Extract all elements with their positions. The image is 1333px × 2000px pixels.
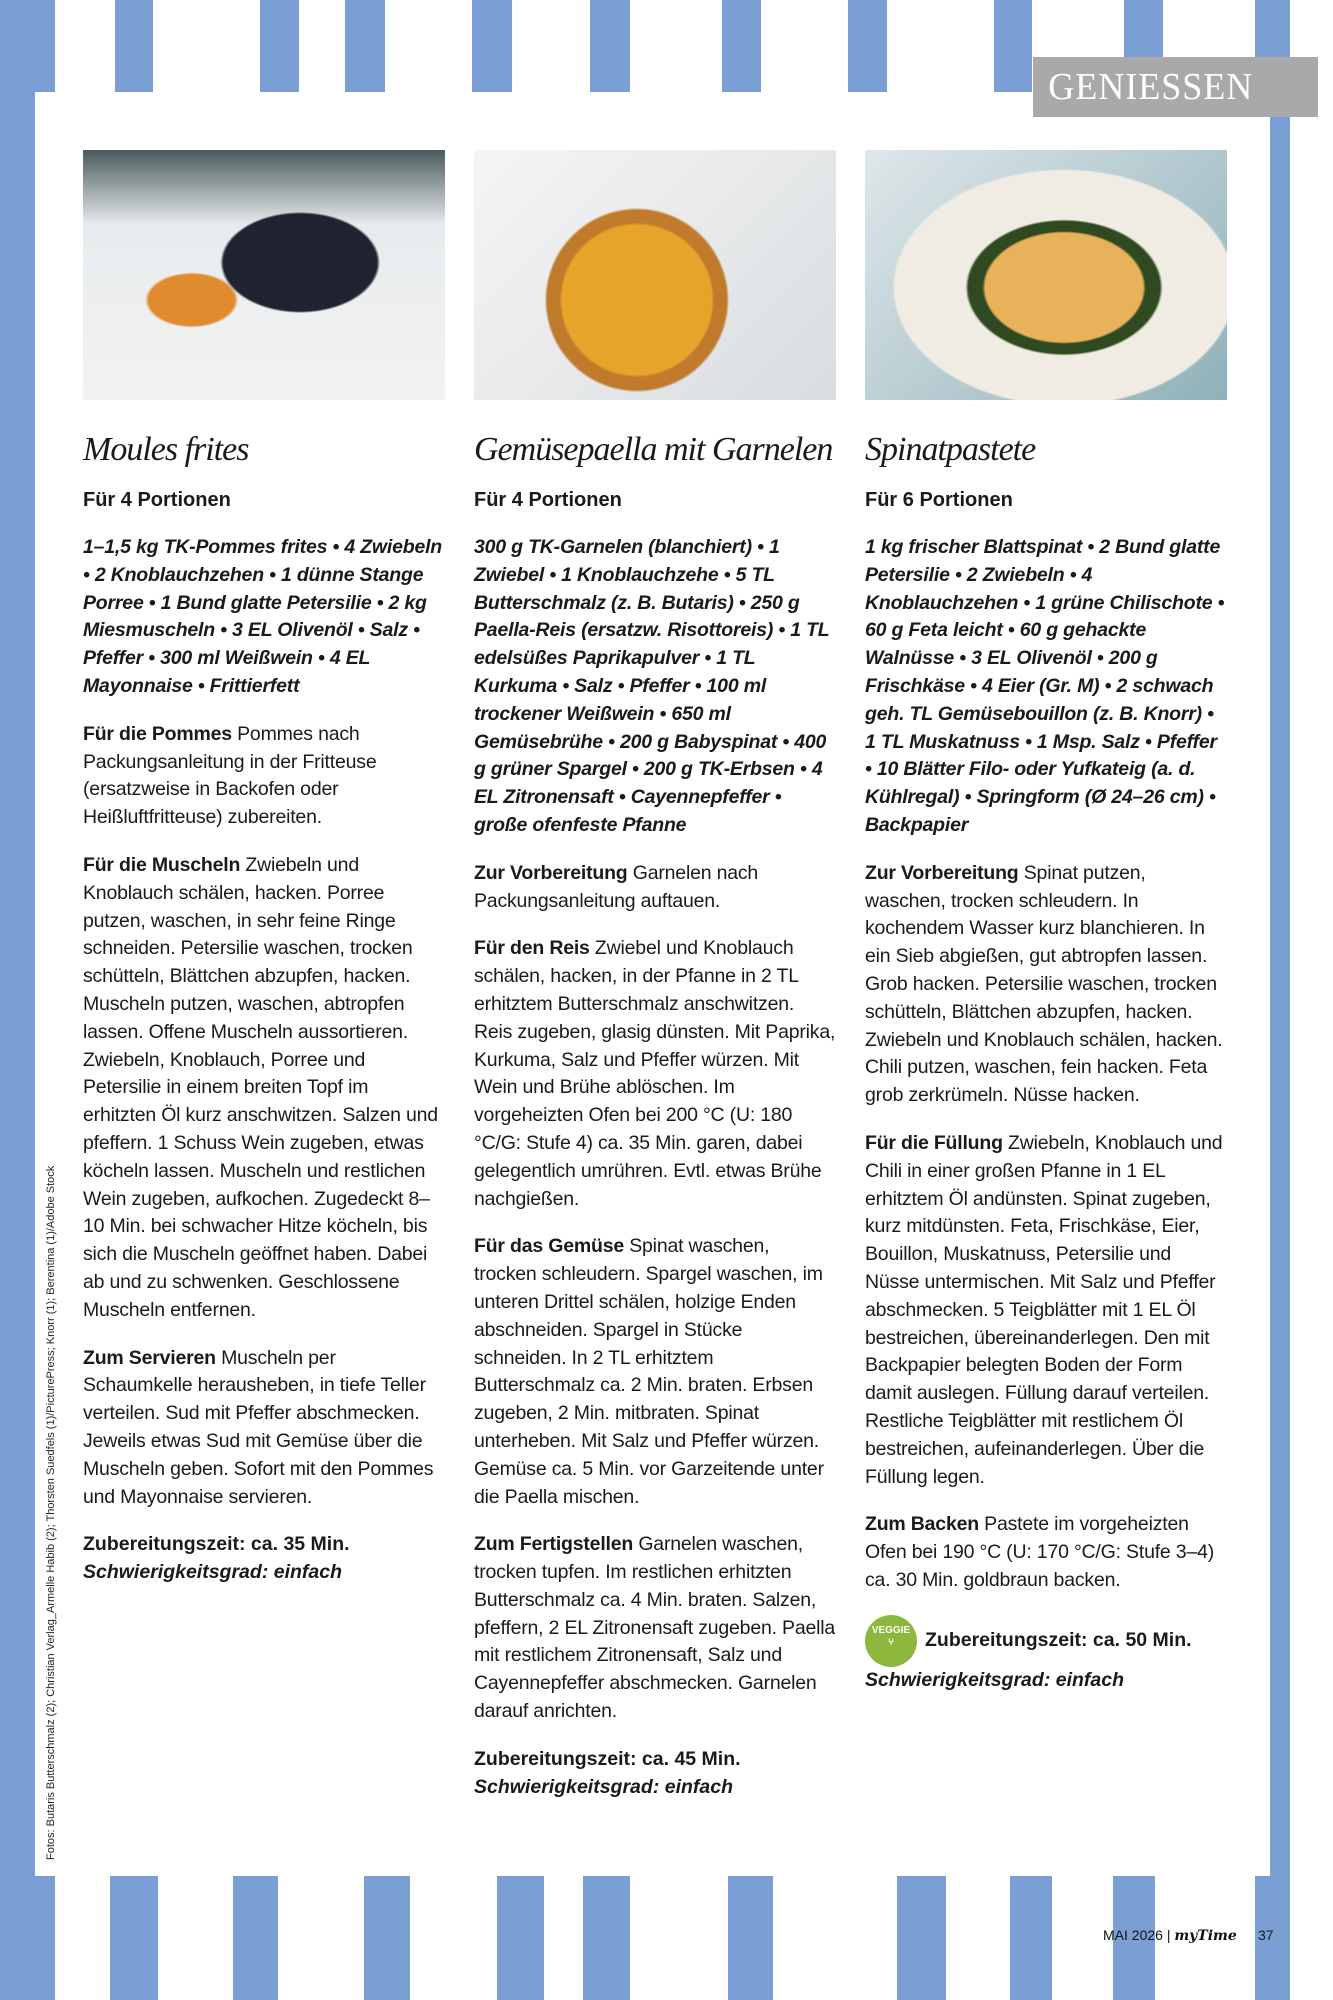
step-lead: Zur Vorbereitung (865, 861, 1019, 884)
step-text: Pastete im vorgeheizten Ofen bei 190 °C (U: 170 °C/G: Stufe 3–4) ca. 30 Min. goldbraun backen. (865, 1513, 1215, 1591)
step (865, 860, 1227, 1110)
step-lead: Zum Servieren (83, 1346, 216, 1369)
recipe-moules-frites (83, 150, 445, 1587)
step (83, 852, 445, 1325)
recipe-title: Moules frites (83, 431, 249, 468)
recipe-title: Gemüsepaella mit Garnelen (474, 431, 833, 468)
stripe (1010, 1876, 1052, 2000)
step-text: Pommes nach Packungsanleitung in der Fritteuse (ersatzweise in Backofen oder Heißluftfritteuse) zubereiten. (83, 722, 377, 829)
prep-time-text: Zubereitungszeit: ca. 50 Min. (925, 1628, 1192, 1651)
ingredients: 1–1,5 kg TK-Pommes frites • 4 Zwiebeln • 2 Knoblauchzehen • 1 dünne Stange Porree • 1 Bund glatte Petersilie • 2 kg Miesmuscheln • 3 EL Olivenöl • Salz • Pfeffer • 300 ml Weißwein • 4 EL Mayonnaise • Frittierfett (83, 536, 443, 697)
recipe-photo (83, 150, 445, 400)
step-lead: Zum Fertigstellen (474, 1533, 634, 1556)
portions: Für 6 Portionen (865, 489, 1013, 511)
stripe (728, 1876, 773, 2000)
step (865, 1511, 1227, 1594)
step (83, 721, 445, 832)
step-lead: Zum Backen (865, 1513, 979, 1536)
step-text: Zwiebeln, Knoblauch und Chili in einer großen Pfanne in 1 EL erhitztem Öl andünsten. Spinat zugeben, kurz mitdünsten. Feta, Frischkäse, Eier, Bouillon, Muskatnuss, Petersilie und Nüsse untermischen. Mit Salz und Pfeffer abschmecken. 5 Teigblätter mit 1 EL Öl bestreichen, übereinanderlegen. Den mit Backpapier belegten Boden der Form damit auslegen. Füllung darauf verteilen. Restliche Teigblätter mit restlichem Öl bestreichen, aufeinanderlegen. Über die Füllung legen. (865, 1131, 1223, 1488)
step-lead: Zur Vorbereitung (474, 861, 628, 884)
step (865, 1130, 1227, 1491)
step (83, 1345, 445, 1512)
step-lead: Für die Pommes (83, 722, 232, 745)
step-lead: Für das Gemüse (474, 1235, 625, 1258)
portions: Für 4 Portionen (474, 489, 622, 511)
stripe (994, 0, 1032, 92)
recipe-photo (865, 150, 1227, 400)
step-text: Spinat waschen, trocken schleudern. Spargel waschen, im unteren Drittel schälen, holzige Enden abschneiden. Spargel in Stücke schneiden. In 2 TL erhitztem Butterschmalz ca. 2 Min. braten. Erbsen zugeben, 2 Min. mitbraten. Spinat unterheben. Mit Salz und Pfeffer würzen. Gemüse ca. 5 Min. vor Garzeitende unter die Paella mischen. (474, 1235, 824, 1508)
stripe (233, 1876, 278, 2000)
recipe-photo (474, 150, 836, 400)
section-label: GENIESSEN (1033, 57, 1318, 117)
photo-credit: Fotos: Butaris Butterschmalz (2); Christian Verlag_Armelle Habib (2); Thorsten Suedfels (1)/PicturePress; Knorr (1); Berentina (1)/Adobe Stock (45, 1165, 57, 1860)
difficulty: Schwierigkeitsgrad: einfach (474, 1775, 733, 1798)
step-text: Garnelen nach Packungsanleitung auftauen. (474, 861, 759, 912)
prep-time: Zubereitungszeit: ca. 35 Min. (83, 1533, 350, 1556)
step-lead: Für den Reis (474, 937, 590, 960)
step (474, 935, 836, 1213)
step-text: Zwiebel und Knoblauch schälen, hacken, in der Pfanne in 2 TL erhitztem Butterschmalz anschwitzen. Reis zugeben, glasig dünsten. Mit Paprika, Kurkuma, Salz und Pfeffer würzen. Mit Wein und Brühe ablöschen. Im vorgeheizten Ofen bei 200 °C (U: 180 °C/G: Stufe 4) ca. 35 Min. garen, dabei gelegentlich umrühren. Evtl. etwas Brühe nachgießen. (474, 937, 836, 1210)
step (474, 1233, 836, 1511)
difficulty: Schwierigkeitsgrad: einfach (83, 1561, 342, 1584)
prep-time: Zubereitungszeit: ca. 45 Min. (474, 1747, 741, 1770)
stripe (583, 1876, 630, 2000)
stripe (115, 0, 153, 92)
stripe (848, 0, 887, 92)
step (474, 1531, 836, 1726)
stripe (897, 1876, 946, 2000)
portions: Für 4 Portionen (83, 489, 231, 511)
veggie-badge-label: VEGGIE (871, 1624, 911, 1636)
stripe (590, 0, 630, 92)
magazine-brand: myTime (1174, 1928, 1237, 1944)
stripe (260, 0, 299, 92)
difficulty: Schwierigkeitsgrad: einfach (865, 1668, 1124, 1691)
step-lead: Für die Muscheln (83, 853, 241, 876)
stripe (345, 0, 385, 92)
stripe (364, 1876, 410, 2000)
recipe-paella (474, 150, 836, 1801)
step (474, 860, 836, 916)
step-text: Garnelen waschen, trocken tupfen. Im restlichen erhitzten Butterschmalz ca. 4 Min. braten. Salzen, pfeffern, 2 EL Zitronensaft zugeben. Paella mit restlichem Zitronensaft, Salz und Cayennepfeffer abschmecken. Garnelen darauf anrichten. (474, 1533, 836, 1723)
footer-issue (1103, 1927, 1237, 1944)
step-text: Zwiebeln und Knoblauch schälen, hacken. Porree putzen, waschen, in sehr feine Ringe schneiden. Petersilie waschen, trocken schütteln, Blättchen abzupfen, hacken. Muscheln putzen, waschen, abtropfen lassen. Offene Muscheln aussortieren. Zwiebeln, Knoblauch, Porree und Petersilie in einem breiten Topf im erhitzten Öl kurz anschwitzen. Salzen und pfeffern. 1 Schuss Wein zugeben, etwas köcheln lassen. Muscheln und restlichen Wein zugeben, aufkochen. Zugedeckt 8–10 Min. bei schwacher Hitze köcheln, bis sich die Muscheln geöffnet haben. Dabei ab und zu schwenken. Geschlossene Muscheln entfernen. (83, 853, 438, 1321)
stripe (497, 1876, 544, 2000)
issue-date: MAI 2026 | (1103, 1927, 1175, 1943)
stripe (110, 1876, 158, 2000)
veggie-badge-icon: VEGGIE ⑂ (865, 1615, 917, 1667)
prep-time (865, 1615, 1227, 1667)
recipe-title: Spinatpastete (865, 431, 1036, 468)
stripe (472, 0, 512, 92)
step-lead: Für die Füllung (865, 1131, 1003, 1154)
ingredients: 300 g TK-Garnelen (blanchiert) • 1 Zwiebel • 1 Knoblauchzehe • 5 TL Butterschmalz (z. B. Butaris) • 250 g Paella-Reis (ersatzw. Risottoreis) • 1 TL edelsüßes Paprikapulver • 1 TL Kurkuma • Salz • Pfeffer • 100 ml trockener Weißwein • 650 ml Gemüsebrühe • 200 g Babyspinat • 400 g grüner Spargel • 200 g TK-Erbsen • 4 EL Zitronensaft • Cayennepfeffer • große ofenfeste Pfanne (474, 536, 830, 836)
recipe-spinatpastete (865, 150, 1227, 1694)
step-text: Muscheln per Schaumkelle herausheben, in tiefe Teller verteilen. Sud mit Pfeffer abschmecken. Jeweils etwas Sud mit Gemüse über die Muscheln geben. Sofort mit den Pommes und Mayonnaise servieren. (83, 1346, 434, 1508)
ingredients: 1 kg frischer Blattspinat • 2 Bund glatte Petersilie • 2 Zwiebeln • 4 Knoblauchzehen • 1 grüne Chilischote • 60 g Feta leicht • 60 g gehackte Walnüsse • 3 EL Olivenöl • 200 g Frischkäse • 4 Eier (Gr. M) • 2 schwach geh. TL Gemüsebouillon (z. B. Knorr) • 1 TL Muskatnuss • 1 Msp. Salz • Pfeffer • 10 Blätter Filo- oder Yufkateig (a. d. Kühlregal) • Springform (Ø 24–26 cm) • Backpapier (865, 536, 1225, 836)
page-number: 37 (1258, 1927, 1274, 1943)
stripe (722, 0, 761, 92)
step-text: Spinat putzen, waschen, trocken schleudern. In kochendem Wasser kurz blanchieren. In ein Sieb abgießen, gut abtropfen lassen. Grob hacken. Petersilie waschen, trocken schütteln, Blättchen abzupfen, hacken. Zwiebeln und Knoblauch schälen, hacken. Chili putzen, waschen, fein hacken. Feta grob zerkrümeln. Nüsse hacken. (865, 861, 1223, 1107)
